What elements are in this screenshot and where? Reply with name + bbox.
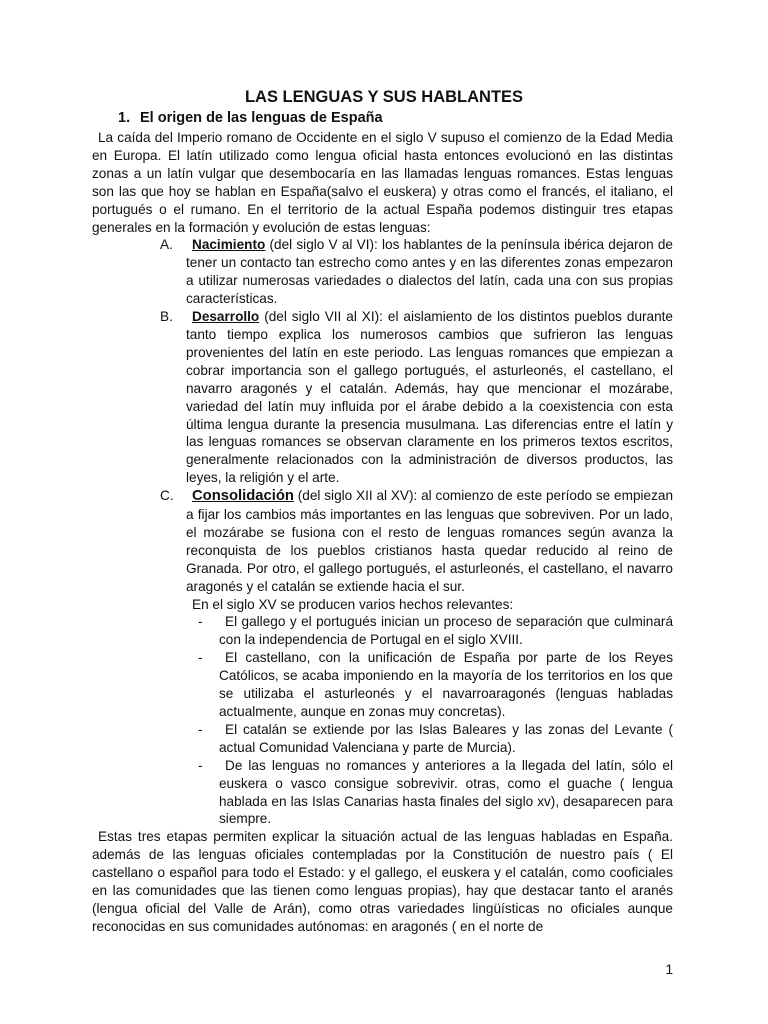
stage-text bbox=[186, 487, 673, 595]
list-marker: A. bbox=[160, 237, 173, 253]
stage-term: Nacimiento bbox=[192, 237, 266, 253]
stage-term: Desarrollo bbox=[192, 309, 260, 325]
dash-marker: - bbox=[198, 721, 203, 737]
page-number: 1 bbox=[665, 962, 673, 977]
document-body bbox=[92, 129, 673, 936]
event-text: El castellano, con la unificación de España por parte de los Reyes Católicos, se acaba imponiendo en la mayoría de los territorios en los que se utilizaba el asturleonés y el navarroaragonés (lenguas habladas actualmente, aunque en zonas muy concretas). bbox=[219, 650, 673, 719]
section-title: El origen de las lenguas de España bbox=[140, 110, 383, 126]
event-item bbox=[92, 757, 673, 829]
intro-paragraph: La caída del Imperio romano de Occidente en el siglo V supuso el comienzo de la Edad Media en Europa. El latín utilizado como lengua oficial hasta entonces evolucionó en las distintas zonas a un latín vulgar que desembocaría en las llamadas lenguas romances. Estas lenguas son las que hoy se hablan en España(salvo el euskera) y otras como el francés, el italiano, el portugués o el rumano. En el territorio de la actual España podemos distinguir tres etapas generales en la formación y evolución de estas lenguas: bbox=[92, 130, 673, 235]
dash-marker: - bbox=[198, 757, 203, 773]
stage-description: (del siglo XII al XV): al comienzo de este período se empiezan a fijar los cambios más importantes en las lenguas que sobreviven. Por un lado, el mozárabe se fusiona con el resto de lenguas romances según avanza la reconquista de los pueblos cristianos hasta quedar reducido al reino de Granada. Por otro, el gallego portugués, el asturleonés, el castellano, el navarro aragonés y el catalán se extiende hacia el sur. bbox=[186, 488, 673, 594]
list-marker: B. bbox=[160, 309, 173, 325]
stage-item-c bbox=[92, 487, 673, 595]
stage-text bbox=[186, 236, 673, 308]
dash-marker: - bbox=[198, 614, 203, 630]
stage-description: (del siglo VII al XI): el aislamiento de los distintos pueblos durante tanto tiempo explica los numerosos cambios que sufrieron las lenguas provenientes del latín en este periodo. Las lenguas romances que empiezan a cobrar importancia son el gallego portugués, el asturleonés, el castellano, el navarro aragonés y el catalán. Además, hay que mencionar el mozárabe, variedad del latín muy influida por el árabe debido a la coexistencia con esta última lengua durante la presencia musulmana. Las diferencias entre el latín y las lenguas romances se observan claramente en los primeros textos escritos, generalmente relacionados con la administración de diversos productos, las leyes, la religión y el arte. bbox=[186, 309, 673, 486]
event-text: El catalán se extiende por las Islas Baleares y las zonas del Levante ( actual Comunidad Valenciana y parte de Murcia). bbox=[219, 721, 673, 755]
event-item bbox=[92, 649, 673, 721]
document-title: LAS LENGUAS Y SUS HABLANTES bbox=[244, 88, 524, 106]
stage-text bbox=[186, 308, 673, 487]
stage-item-b bbox=[92, 308, 673, 487]
list-marker: C. bbox=[160, 488, 174, 504]
event-text: De las lenguas no romances y anteriores a la llegada del latín, sólo el euskera o vasco consigue sobrevivir. otras, como el guache ( lengua hablada en las Islas Canarias hasta finales del siglo xv), desaparecen para siempre. bbox=[219, 757, 673, 827]
stage-description: (del siglo V al VI): los hablantes de la península ibérica dejaron de tener un contacto tan estrecho como antes y en las diferentes zonas empezaron a utilizar numerosas variedades o dialectos del latín, cada una con sus propias características. bbox=[186, 237, 673, 307]
closing-paragraph: Estas tres etapas permiten explicar la situación actual de las lenguas habladas en España. además de las lenguas oficiales contempladas por la Constitución de nuestro país ( El castellano o español para todo el Estado: y el gallego, el euskera y el catalán, como cooficiales en las comunidades que las tienen como lenguas propias), hay que destacar tanto el aranés (lengua oficial del Valle de Arán), como otras variedades lingüísticas no oficiales aunque reconocidas en sus comunidades autónomas: en aragonés ( en el norte de bbox=[92, 829, 673, 934]
event-item bbox=[92, 613, 673, 649]
event-text: El gallego y el portugués inician un proceso de separación que culminará con la independencia de Portugal en el siglo XVIII. bbox=[219, 614, 673, 648]
dash-marker: - bbox=[198, 650, 203, 666]
sub-intro: En el siglo XV se producen varios hechos relevantes: bbox=[192, 596, 514, 612]
event-item bbox=[92, 721, 673, 757]
stage-term: Consolidación bbox=[192, 488, 294, 505]
stage-item-a bbox=[92, 236, 673, 308]
section-heading bbox=[118, 109, 383, 127]
section-number: 1. bbox=[118, 110, 131, 126]
